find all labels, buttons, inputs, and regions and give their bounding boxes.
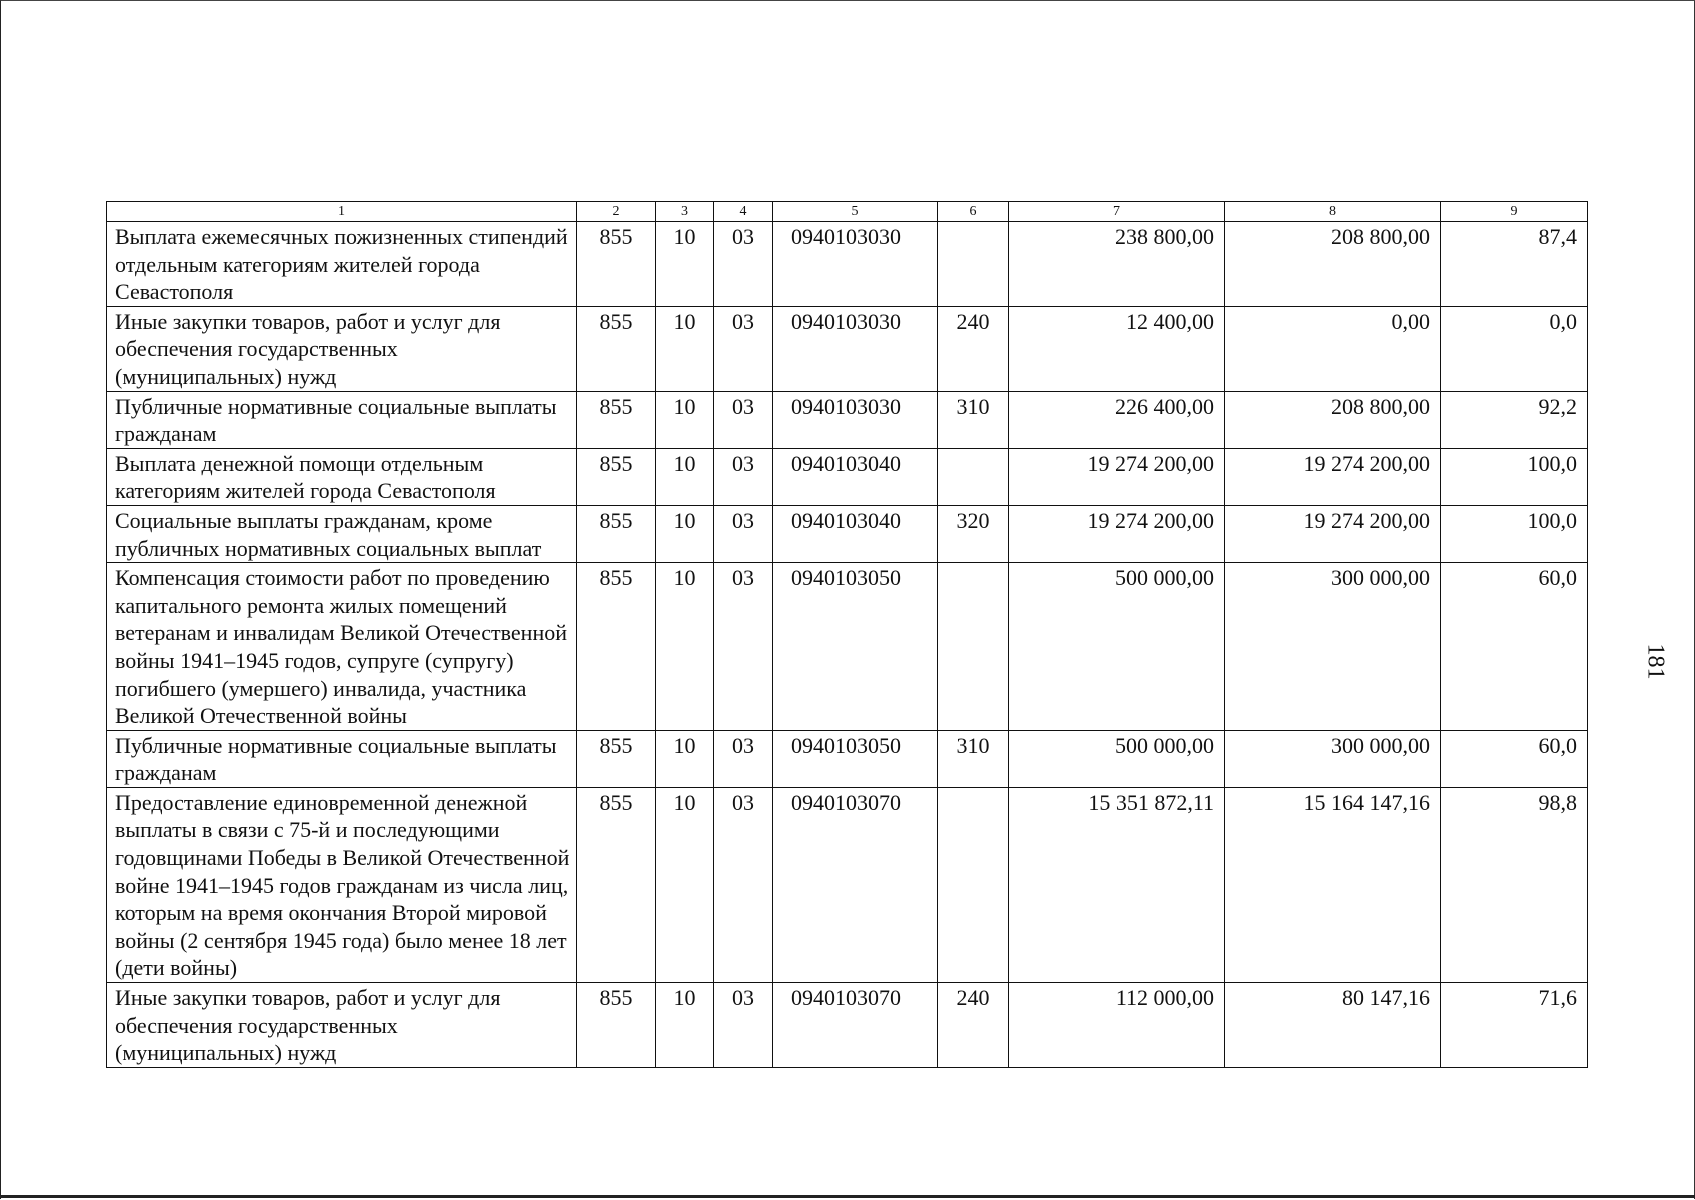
section-code-cell: 10: [656, 306, 714, 391]
table-row: [107, 983, 1588, 1068]
column-number: 1: [107, 202, 577, 222]
subsection-code-cell: 03: [714, 391, 773, 448]
planned-amount-cell: 19 274 200,00: [1009, 505, 1225, 562]
section-code-cell: 10: [656, 391, 714, 448]
expense-name-cell: Выплата ежемесячных пожизненных стипендий отдельным категориям жителей города Севастополя: [107, 222, 577, 307]
column-number: 9: [1441, 202, 1588, 222]
executed-amount-cell: 208 800,00: [1225, 391, 1441, 448]
executed-amount-cell: 15 164 147,16: [1225, 787, 1441, 982]
execution-percent-cell: 92,2: [1441, 391, 1588, 448]
planned-amount-cell: 238 800,00: [1009, 222, 1225, 307]
department-code-cell: 855: [577, 563, 656, 731]
table-row: [107, 730, 1588, 787]
expense-type-cell: 240: [938, 306, 1009, 391]
expense-name-cell: Публичные нормативные социальные выплаты гражданам: [107, 730, 577, 787]
planned-amount-cell: 15 351 872,11: [1009, 787, 1225, 982]
table-row: [107, 222, 1588, 307]
executed-amount-cell: 80 147,16: [1225, 983, 1441, 1068]
subsection-code-cell: 03: [714, 787, 773, 982]
expense-type-cell: 240: [938, 983, 1009, 1068]
target-article-cell: 0940103070: [773, 983, 938, 1068]
target-article-cell: 0940103050: [773, 730, 938, 787]
executed-amount-cell: 0,00: [1225, 306, 1441, 391]
department-code-cell: 855: [577, 983, 656, 1068]
executed-amount-cell: 19 274 200,00: [1225, 505, 1441, 562]
budget-table: [106, 201, 1588, 1068]
execution-percent-cell: 100,0: [1441, 448, 1588, 505]
department-code-cell: 855: [577, 222, 656, 307]
column-number: 2: [577, 202, 656, 222]
expense-type-cell: [938, 787, 1009, 982]
column-number: 6: [938, 202, 1009, 222]
expense-name-cell: Компенсация стоимости работ по проведению капитального ремонта жилых помещений ветеранам и инвалидам Великой Отечественной войны 1941–1945 годов, супруге (супругу) погибшего (умершего) инвалида, участника Великой Отечественной войны: [107, 563, 577, 731]
subsection-code-cell: 03: [714, 505, 773, 562]
executed-amount-cell: 19 274 200,00: [1225, 448, 1441, 505]
table-row: [107, 448, 1588, 505]
planned-amount-cell: 12 400,00: [1009, 306, 1225, 391]
target-article-cell: 0940103050: [773, 563, 938, 731]
section-code-cell: 10: [656, 983, 714, 1068]
expense-name-cell: Предоставление единовременной денежной выплаты в связи с 75-й и последующими годовщинами Победы в Великой Отечественной войне 1941–1945 годов гражданам из числа лиц, которым на время окончания Второй мировой войны (2 сентября 1945 года) было менее 18 лет (дети войны): [107, 787, 577, 982]
column-number: 3: [656, 202, 714, 222]
section-code-cell: 10: [656, 563, 714, 731]
table-row: [107, 563, 1588, 731]
planned-amount-cell: 226 400,00: [1009, 391, 1225, 448]
department-code-cell: 855: [577, 787, 656, 982]
planned-amount-cell: 112 000,00: [1009, 983, 1225, 1068]
department-code-cell: 855: [577, 730, 656, 787]
table-row: [107, 505, 1588, 562]
section-code-cell: 10: [656, 787, 714, 982]
executed-amount-cell: 208 800,00: [1225, 222, 1441, 307]
column-number: 8: [1225, 202, 1441, 222]
expense-type-cell: 310: [938, 730, 1009, 787]
expense-name-cell: Публичные нормативные социальные выплаты гражданам: [107, 391, 577, 448]
executed-amount-cell: 300 000,00: [1225, 730, 1441, 787]
expense-name-cell: Социальные выплаты гражданам, кроме публичных нормативных социальных выплат: [107, 505, 577, 562]
planned-amount-cell: 19 274 200,00: [1009, 448, 1225, 505]
section-code-cell: 10: [656, 730, 714, 787]
execution-percent-cell: 0,0: [1441, 306, 1588, 391]
target-article-cell: 0940103030: [773, 306, 938, 391]
department-code-cell: 855: [577, 505, 656, 562]
execution-percent-cell: 87,4: [1441, 222, 1588, 307]
target-article-cell: 0940103040: [773, 505, 938, 562]
expense-name-cell: Выплата денежной помощи отдельным категориям жителей города Севастополя: [107, 448, 577, 505]
column-number: 5: [773, 202, 938, 222]
department-code-cell: 855: [577, 306, 656, 391]
column-number-row: [107, 202, 1588, 222]
executed-amount-cell: 300 000,00: [1225, 563, 1441, 731]
planned-amount-cell: 500 000,00: [1009, 563, 1225, 731]
subsection-code-cell: 03: [714, 983, 773, 1068]
execution-percent-cell: 98,8: [1441, 787, 1588, 982]
expense-type-cell: [938, 222, 1009, 307]
execution-percent-cell: 60,0: [1441, 563, 1588, 731]
planned-amount-cell: 500 000,00: [1009, 730, 1225, 787]
page-number: 181: [1642, 643, 1669, 680]
expense-name-cell: Иные закупки товаров, работ и услуг для обеспечения государственных (муниципальных) нужд: [107, 983, 577, 1068]
expense-type-cell: 310: [938, 391, 1009, 448]
subsection-code-cell: 03: [714, 306, 773, 391]
column-number: 4: [714, 202, 773, 222]
department-code-cell: 855: [577, 391, 656, 448]
target-article-cell: 0940103040: [773, 448, 938, 505]
section-code-cell: 10: [656, 505, 714, 562]
execution-percent-cell: 71,6: [1441, 983, 1588, 1068]
execution-percent-cell: 100,0: [1441, 505, 1588, 562]
expense-type-cell: [938, 563, 1009, 731]
department-code-cell: 855: [577, 448, 656, 505]
section-code-cell: 10: [656, 222, 714, 307]
subsection-code-cell: 03: [714, 448, 773, 505]
subsection-code-cell: 03: [714, 563, 773, 731]
table-row: [107, 787, 1588, 982]
subsection-code-cell: 03: [714, 730, 773, 787]
expense-name-cell: Иные закупки товаров, работ и услуг для обеспечения государственных (муниципальных) нужд: [107, 306, 577, 391]
table-row: [107, 391, 1588, 448]
target-article-cell: 0940103030: [773, 222, 938, 307]
page-bottom-edge: [0, 1195, 1695, 1198]
column-number: 7: [1009, 202, 1225, 222]
section-code-cell: 10: [656, 448, 714, 505]
target-article-cell: 0940103030: [773, 391, 938, 448]
subsection-code-cell: 03: [714, 222, 773, 307]
table-row: [107, 306, 1588, 391]
expense-type-cell: 320: [938, 505, 1009, 562]
execution-percent-cell: 60,0: [1441, 730, 1588, 787]
target-article-cell: 0940103070: [773, 787, 938, 982]
expense-type-cell: [938, 448, 1009, 505]
